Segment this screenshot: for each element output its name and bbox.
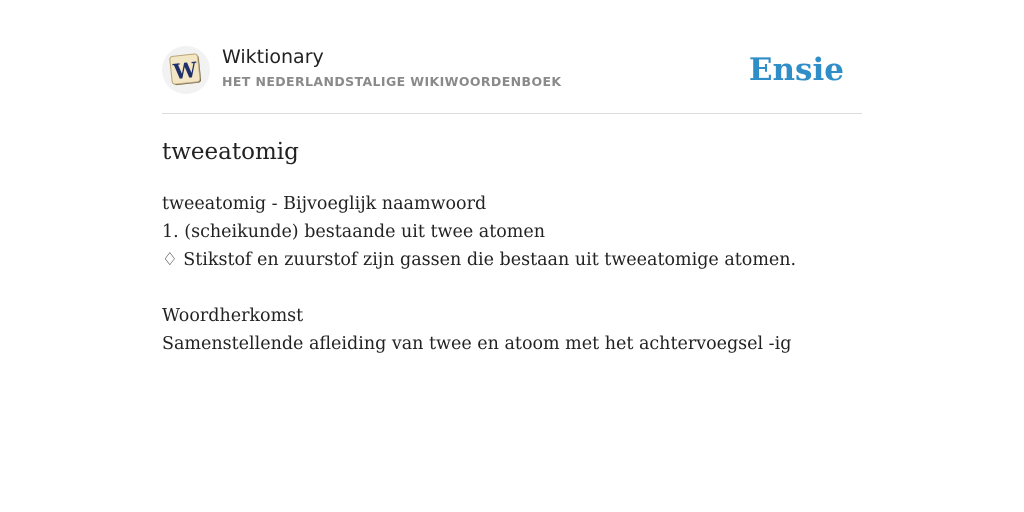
entry-title: tweeatomig: [162, 139, 299, 165]
brand-title[interactable]: Wiktionary: [222, 46, 324, 68]
content-container: [162, 0, 862, 354]
entry-line-etymology: Samenstellende afleiding van twee en atoom met het achtervoegsel -ig: [162, 334, 792, 354]
site-header: [162, 0, 862, 114]
brand-subtitle: HET NEDERLANDSTALIGE WIKIWOORDENBOEK: [222, 74, 562, 89]
entry-line-example: ♢ Stikstof en zuurstof zijn gassen die bestaan uit tweeatomige atomen.: [162, 250, 797, 270]
entry-line-blank: [162, 274, 862, 302]
entry-line-part-of-speech: tweeatomig - Bijvoeglijk naamwoord: [162, 194, 487, 214]
entry-body: [162, 190, 862, 358]
ensie-link[interactable]: Ensie: [748, 52, 844, 88]
wiktionary-logo-icon: [169, 53, 203, 87]
logo-letter: W: [172, 56, 199, 85]
entry-line-definition: 1. (scheikunde) bestaande uit twee atomen: [162, 222, 545, 242]
wiktionary-logo[interactable]: [162, 46, 210, 94]
entry-line-etymology-heading: Woordherkomst: [162, 306, 304, 326]
